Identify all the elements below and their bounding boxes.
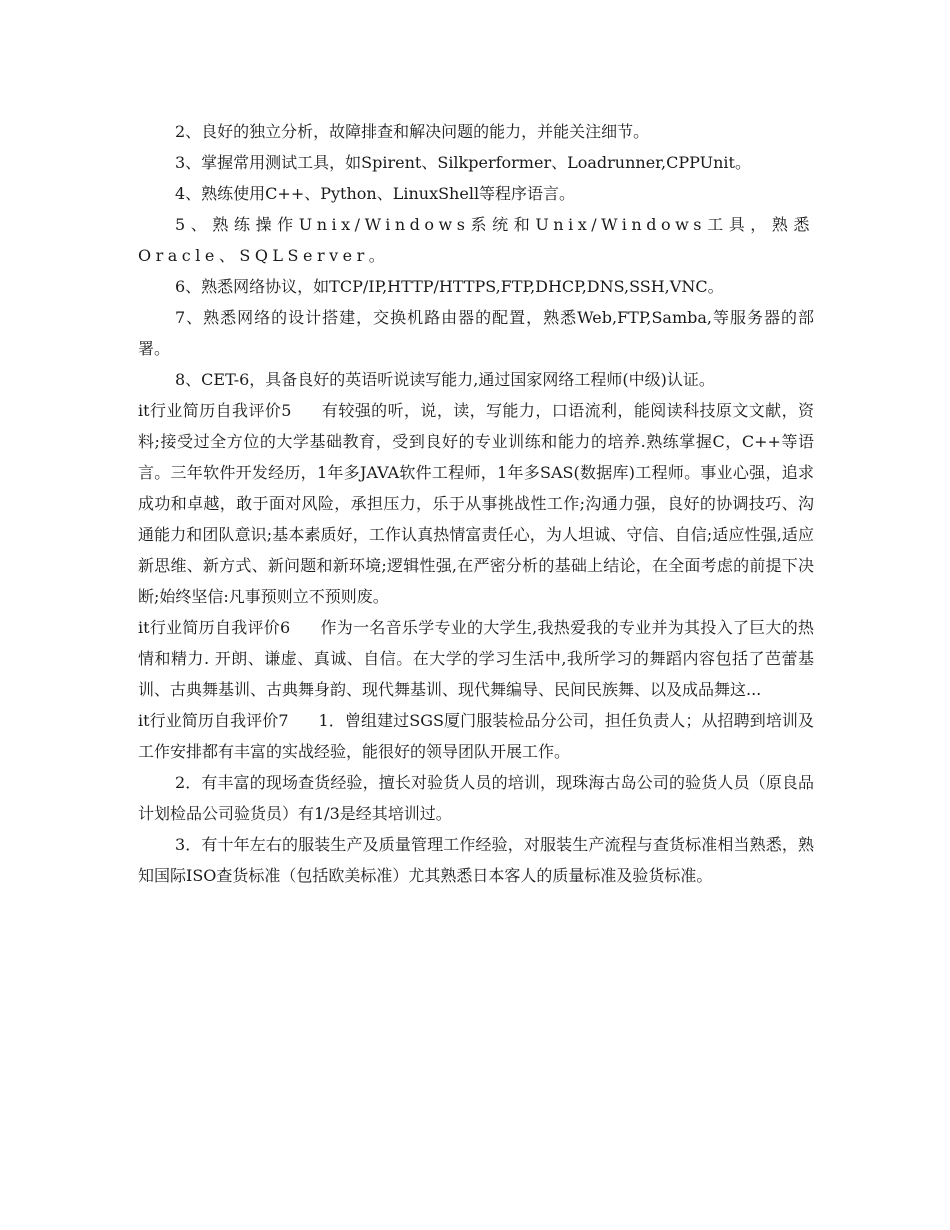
- section-title: it行业简历自我评价6: [138, 618, 291, 637]
- section-text: 有较强的听，说，读，写能力，口语流利，能阅读科技原文文献，资料;接受过全方位的大学基础教育，受到良好的专业训练和能力的培养.熟练掌握C，C++等语言。三年软件开发经历，1年多JAVA软件工程师，1年多SAS(数据库)工程师。事业心强，追求成功和卓越，敢于面对风险，承担压力，乐于从事挑战性工作;沟通力强，良好的协调技巧、沟通能力和团队意识;基本素质好，工作认真热情富责任心，为人坦诚、守信、自信;适应性强,适应新思维、新方式、新问题和新环境;逻辑性强,在严密分析的基础上结论，在全面考虑的前提下决断;始终坚信:凡事预则立不预则废。: [138, 401, 814, 606]
- paragraph-inspection-experience: 2．有丰富的现场查货经验，擅长对验货人员的培训，现珠海古岛公司的验货人员（原良品计划检品公司验货员）有1/3是经其培训过。: [138, 773, 814, 823]
- paragraph-os-tools: 5、熟练操作Unix/Windows系统和Unix/Windows工具，熟悉Oracle、SQLServer。: [138, 215, 814, 265]
- paragraph-quality-management: 3．有十年左右的服装生产及质量管理工作经验，对服装生产流程与查货标准相当熟悉，熟知国际ISO查货标准（包括欧美标准）尤其熟悉日本客人的质量标准及验货标准。: [138, 835, 814, 885]
- section-text: 作为一名音乐学专业的大学生,我热爱我的专业并为其投入了巨大的热情和精力. 开朗、谦虚、真诚、自信。在大学的学习生活中,我所学习的舞蹈内容包括了芭蕾基训、古典舞基训、古典舞身韵、现代舞基训、现代舞编导、民间民族舞、以及成品舞这...: [138, 618, 814, 699]
- section-title: it行业简历自我评价5: [138, 401, 292, 420]
- section-title: it行业简历自我评价7: [138, 711, 289, 730]
- section-text: 1．曾组建过SGS厦门服装检品分公司，担任负责人；从招聘到培训及工作安排都有丰富的实战经验，能很好的领导团队开展工作。: [138, 711, 814, 761]
- section-self-evaluation-5: [138, 395, 814, 612]
- paragraph-network-protocols: 6、熟悉网络协议，如TCP/IP,HTTP/HTTPS,FTP,DHCP,DNS,SSH,VNC。: [175, 277, 724, 296]
- paragraph-testing-tools: 3、掌握常用测试工具，如Spirent、Silkperformer、Loadrunner,CPPUnit。: [175, 153, 751, 172]
- document-page: [138, 116, 814, 891]
- paragraph-programming-languages: 4、熟练使用C++、Python、LinuxShell等程序语言。: [175, 184, 576, 203]
- paragraph-network-design: 7、熟悉网络的设计搭建，交换机路由器的配置，熟悉Web,FTP,Samba,等服务器的部署。: [138, 308, 814, 358]
- paragraph-analysis-skill: 2、良好的独立分析，故障排查和解决问题的能力，并能关注细节。: [175, 122, 650, 141]
- section-self-evaluation-6: [138, 612, 814, 705]
- paragraph-certification: 8、CET-6，具备良好的英语听说读写能力,通过国家网络工程师(中级)认证。: [175, 370, 715, 389]
- section-self-evaluation-7: [138, 705, 814, 767]
